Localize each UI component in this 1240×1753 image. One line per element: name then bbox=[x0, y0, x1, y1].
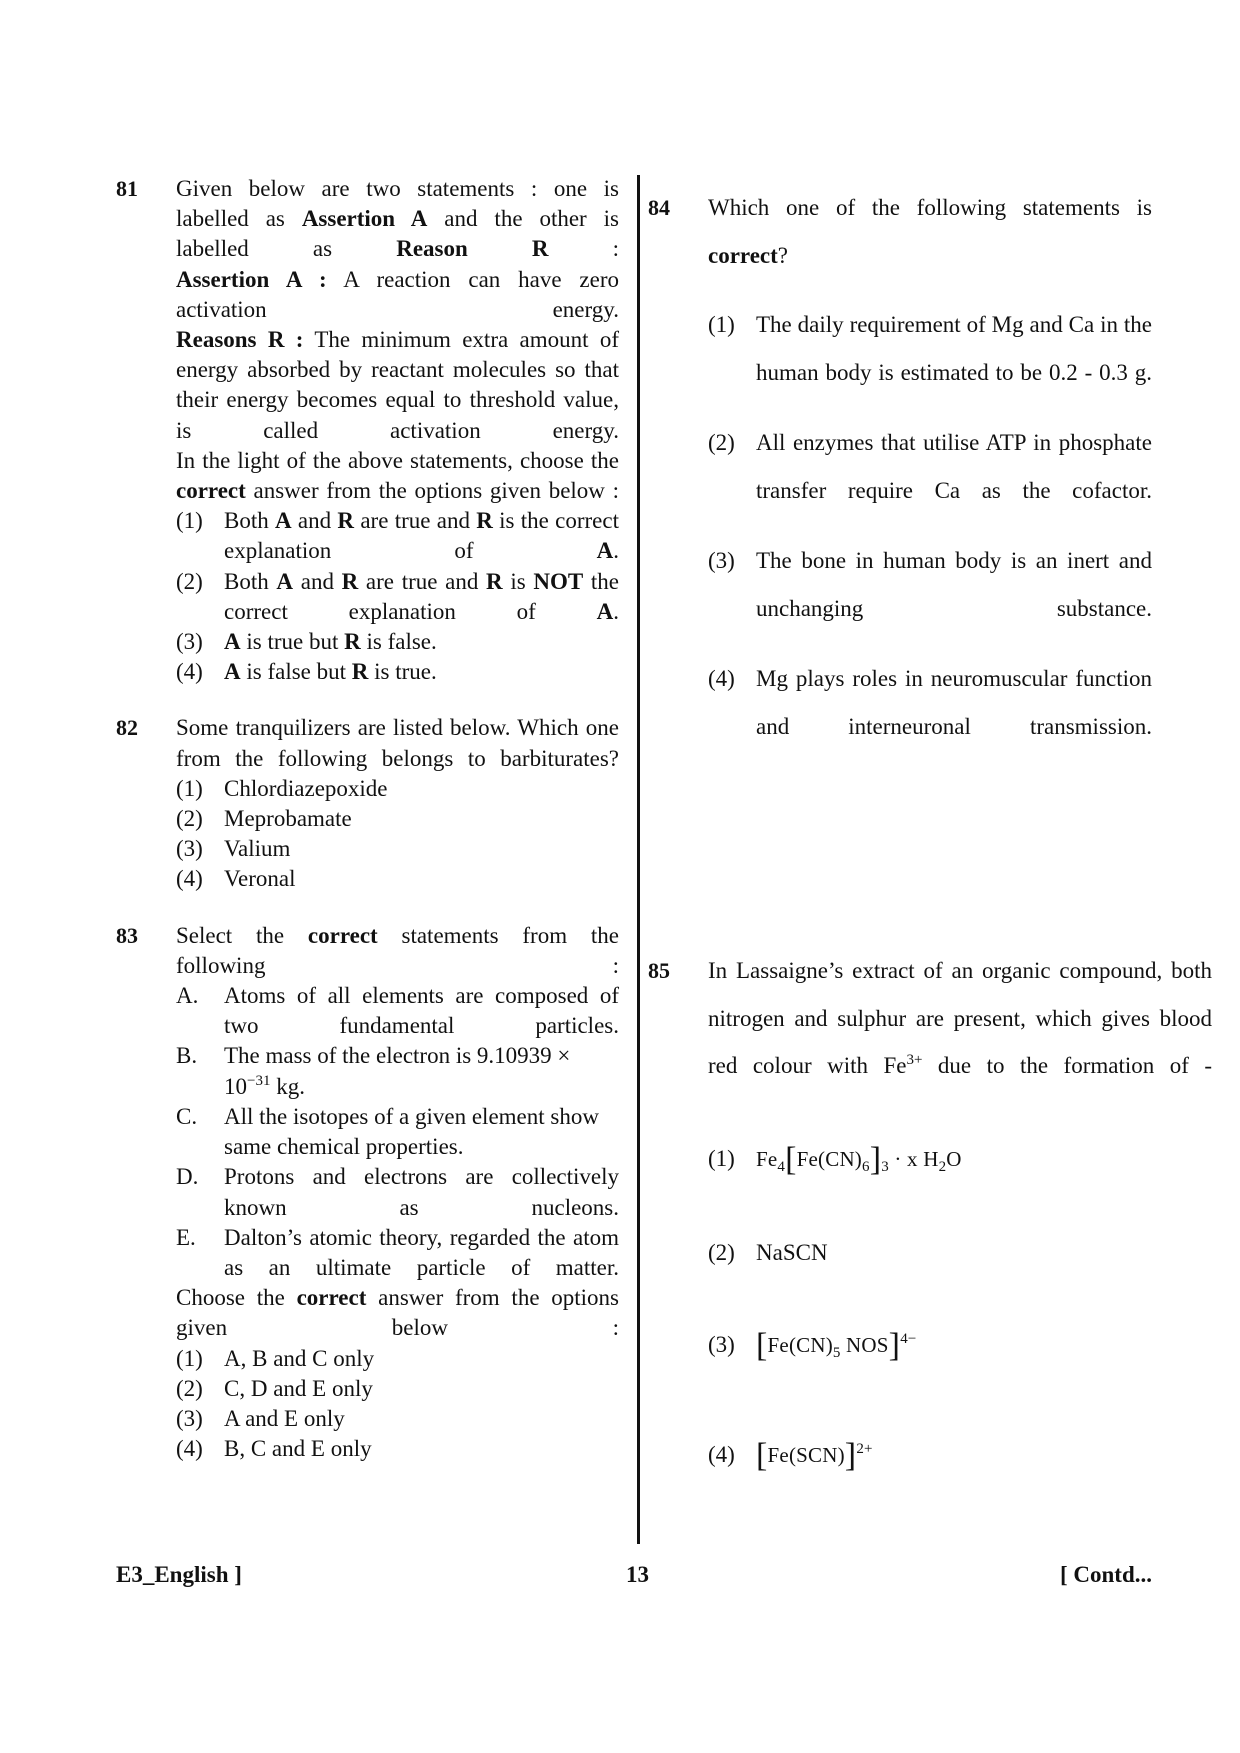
option-label: (4) bbox=[176, 866, 203, 892]
statement-b bbox=[176, 1041, 619, 1101]
option-text: The daily requirement of Mg and Ca in the human body is estimated to be 0.2 - 0.3 g. bbox=[756, 312, 1152, 385]
question-number: 85 bbox=[648, 958, 670, 983]
statement-c bbox=[176, 1102, 619, 1162]
option-text: Veronal bbox=[224, 866, 296, 892]
footer-continued: [ Contd... bbox=[1059, 1562, 1152, 1587]
question-text: Select the correct statements from the following : bbox=[176, 922, 619, 978]
option-text: C, D and E only bbox=[224, 1375, 373, 1401]
option-4[interactable] bbox=[176, 1434, 619, 1464]
option-3[interactable] bbox=[708, 537, 1152, 632]
option-text: Both A and R are true and R is the correct explanation of A. bbox=[224, 508, 619, 564]
statement-label: D. bbox=[176, 1164, 199, 1190]
page-number: 13 bbox=[626, 1562, 649, 1587]
question-82 bbox=[116, 713, 619, 894]
question-text: In Lassaigne’s extract of an organic compound, both nitrogen and sulphur are present, which gives blood red colour with $Fe^{3+}$ due to the formation of - bbox=[708, 958, 1212, 1078]
statement-text: Atoms of all elements are composed of two fundamental particles. bbox=[224, 983, 619, 1039]
option-text: NaSCN bbox=[756, 1240, 828, 1265]
option-label: (3) bbox=[708, 548, 735, 573]
option-label: (1) bbox=[176, 508, 203, 534]
option-label: (4) bbox=[708, 1442, 735, 1467]
option-label: (1) bbox=[176, 775, 203, 801]
option-text: All enzymes that utilise ATP in phosphate transfer require Ca as the cofactor. bbox=[756, 430, 1152, 503]
option-1[interactable] bbox=[708, 301, 1152, 396]
option-text: The bone in human body is an inert and unchanging substance. bbox=[756, 548, 1152, 621]
option-label: (4) bbox=[708, 666, 735, 691]
option-text: A, B and C only bbox=[224, 1345, 375, 1371]
option-4[interactable] bbox=[708, 655, 1152, 750]
option-2[interactable] bbox=[708, 1229, 1212, 1277]
option-1[interactable] bbox=[708, 1135, 1212, 1184]
question-text: Some tranquilizers are listed below. Which one from the following belongs to barbiturates? bbox=[176, 715, 619, 771]
question-number: 82 bbox=[116, 715, 138, 741]
option-text: Valium bbox=[224, 836, 291, 862]
statement-text: All the isotopes of a given element show same chemical properties. bbox=[224, 1103, 599, 1160]
option-label: (1) bbox=[176, 1345, 203, 1371]
option-2[interactable] bbox=[708, 419, 1152, 514]
option-4[interactable] bbox=[176, 864, 619, 894]
formula-nitroprusside-complex: [$Fe(CN)_5$ NOS]$^{4-}$ bbox=[756, 1326, 917, 1364]
formula-thiocyanate-complex: $[Fe(SCN)]^{2+}$ bbox=[756, 1437, 873, 1474]
statement-text: Protons and electrons are collectively known as nucleons. bbox=[224, 1164, 619, 1220]
option-3[interactable] bbox=[176, 834, 619, 864]
statement-label: E. bbox=[176, 1224, 196, 1250]
option-label: (1) bbox=[708, 312, 735, 337]
option-text: A and E only bbox=[224, 1405, 345, 1431]
option-text: Meprobamate bbox=[224, 806, 352, 832]
option-text: Chlordiazepoxide bbox=[224, 775, 388, 801]
question-text: Which one of the following statements is correct? bbox=[708, 195, 1152, 268]
statement-e bbox=[176, 1223, 619, 1283]
question-83 bbox=[116, 921, 619, 1465]
option-label: (3) bbox=[176, 836, 203, 862]
question-instruction: In the light of the above statements, choose the correct answer from the options given below : bbox=[176, 447, 619, 504]
option-text: B, C and E only bbox=[224, 1436, 372, 1462]
statement-text: The mass of the electron is $9.10939 \times 10^{-31}$ kg. bbox=[224, 1043, 571, 1099]
question-85 bbox=[648, 947, 1212, 1480]
option-label: (4) bbox=[176, 659, 203, 685]
option-2[interactable] bbox=[176, 1374, 619, 1404]
statement-d bbox=[176, 1162, 619, 1222]
option-3[interactable] bbox=[708, 1321, 1212, 1370]
option-3[interactable] bbox=[176, 1404, 619, 1434]
option-label: (2) bbox=[708, 430, 735, 455]
option-label: (2) bbox=[176, 806, 203, 832]
footer-paper-code: E3_English ] bbox=[116, 1562, 242, 1587]
page-footer bbox=[116, 1562, 1152, 1594]
question-81 bbox=[116, 174, 619, 687]
question-instruction: Choose the correct answer from the options given below : bbox=[176, 1285, 619, 1341]
question-84 bbox=[648, 184, 1152, 750]
right-column bbox=[648, 184, 1212, 1474]
question-intro: Given below are two statements : one is labelled as Assertion A and the other is labelled as Reason R : bbox=[176, 176, 620, 262]
option-label: (4) bbox=[176, 1436, 203, 1462]
option-label: (2) bbox=[708, 1240, 735, 1265]
statement-label: B. bbox=[176, 1043, 198, 1069]
option-text: Both A and R are true and R is NOT the correct explanation of A. bbox=[224, 568, 620, 624]
option-label: (3) bbox=[176, 1405, 203, 1431]
option-label: (2) bbox=[176, 1375, 203, 1401]
question-number: 83 bbox=[116, 922, 138, 948]
option-label: (3) bbox=[708, 1331, 735, 1357]
option-1[interactable] bbox=[176, 774, 619, 804]
option-text: A is true but R is false. bbox=[224, 629, 437, 655]
option-label: (1) bbox=[708, 1145, 735, 1171]
option-1[interactable] bbox=[176, 1344, 619, 1374]
left-column bbox=[116, 174, 619, 1464]
question-number: 81 bbox=[116, 176, 138, 201]
statement-text: Dalton’s atomic theory, regarded the atom as an ultimate particle of matter. bbox=[224, 1224, 619, 1280]
option-label: (3) bbox=[176, 629, 203, 655]
option-label: (2) bbox=[176, 568, 203, 594]
option-4[interactable] bbox=[176, 657, 619, 687]
option-2[interactable] bbox=[176, 567, 619, 627]
assertion-statement: Assertion A : A reaction can have zero activation energy. bbox=[176, 266, 620, 322]
option-3[interactable] bbox=[176, 627, 619, 657]
column-divider bbox=[637, 175, 640, 1544]
statement-label: C. bbox=[176, 1103, 198, 1129]
statement-label: A. bbox=[176, 983, 199, 1009]
option-text: Mg plays roles in neuromuscular function and interneuronal transmission. bbox=[756, 666, 1152, 739]
formula-ferric-ferrocyanide: $Fe_4[Fe(CN)_6]_3 \cdot x$ $H_2O$ bbox=[756, 1140, 962, 1178]
option-4[interactable] bbox=[708, 1431, 1212, 1480]
statement-a bbox=[176, 981, 619, 1041]
option-text: A is false but R is true. bbox=[224, 659, 437, 685]
reason-statement: Reasons R : The minimum extra amount of energy absorbed by reactant molecules so that their energy becomes equal to threshold value, is called activation energy. bbox=[176, 327, 619, 443]
option-2[interactable] bbox=[176, 804, 619, 834]
option-1[interactable] bbox=[176, 506, 619, 566]
question-number: 84 bbox=[648, 195, 670, 220]
